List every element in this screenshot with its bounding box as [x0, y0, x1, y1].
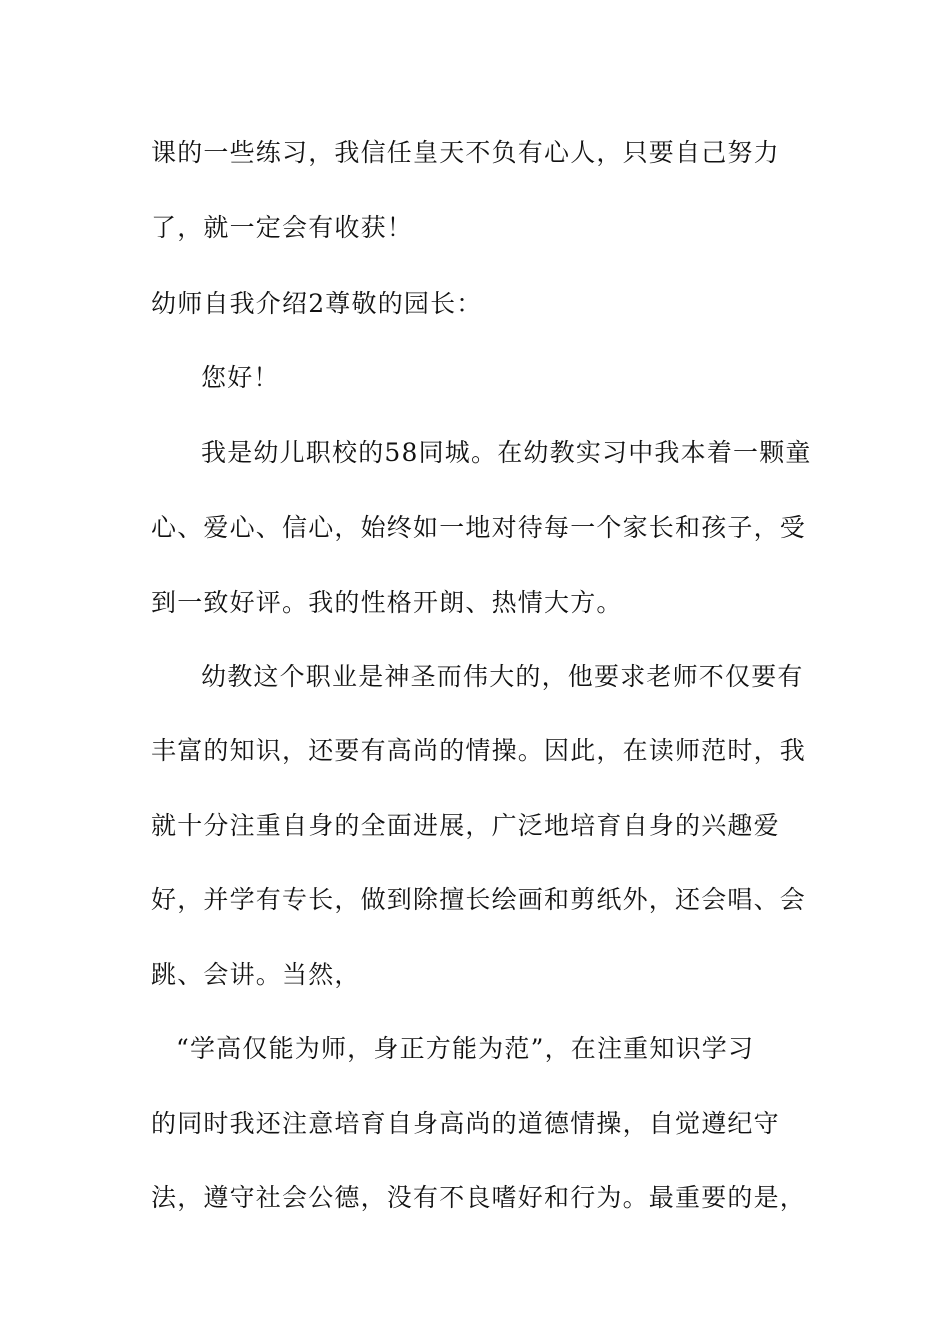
text-line: 课的一些练习，我信任皇天不负有心人，只要自己努力	[151, 138, 780, 167]
paragraph-line: 就十分注重自身的全面进展，广泛地培育自身的兴趣爱	[151, 811, 780, 840]
paragraph-line: 幼教这个职业是神圣而伟大的，他要求老师不仅要有	[201, 662, 804, 691]
greeting: 您好！	[201, 363, 280, 392]
paragraph-line: 好，并学有专长，做到除擅长绘画和剪纸外，还会唱、会	[151, 885, 807, 914]
section-heading: 幼师自我介绍2尊敬的园长：	[151, 289, 483, 318]
paragraph-line: 心、爱心、信心，始终如一地对待每一个家长和孩子，受	[151, 513, 807, 542]
paragraph-line: 我是幼儿职校的58同城。在幼教实习中我本着一颗童	[201, 438, 812, 467]
paragraph-line: 法，遵守社会公德，没有不良嗜好和行为。最重要的是，	[151, 1183, 807, 1212]
paragraph-line: 丰富的知识，还要有高尚的情操。因此，在读师范时，我	[151, 736, 807, 765]
paragraph-line: 跳、会讲。当然，	[151, 960, 361, 989]
quote-line: “学高仅能为师，身正方能为范”，在注重知识学习	[176, 1034, 755, 1063]
paragraph-line: 到一致好评。我的性格开朗、热情大方。	[151, 588, 623, 617]
paragraph-line: 的同时我还注意培育自身高尚的道德情操，自觉遵纪守	[151, 1109, 780, 1138]
text-line: 了，就一定会有收获！	[151, 213, 414, 242]
